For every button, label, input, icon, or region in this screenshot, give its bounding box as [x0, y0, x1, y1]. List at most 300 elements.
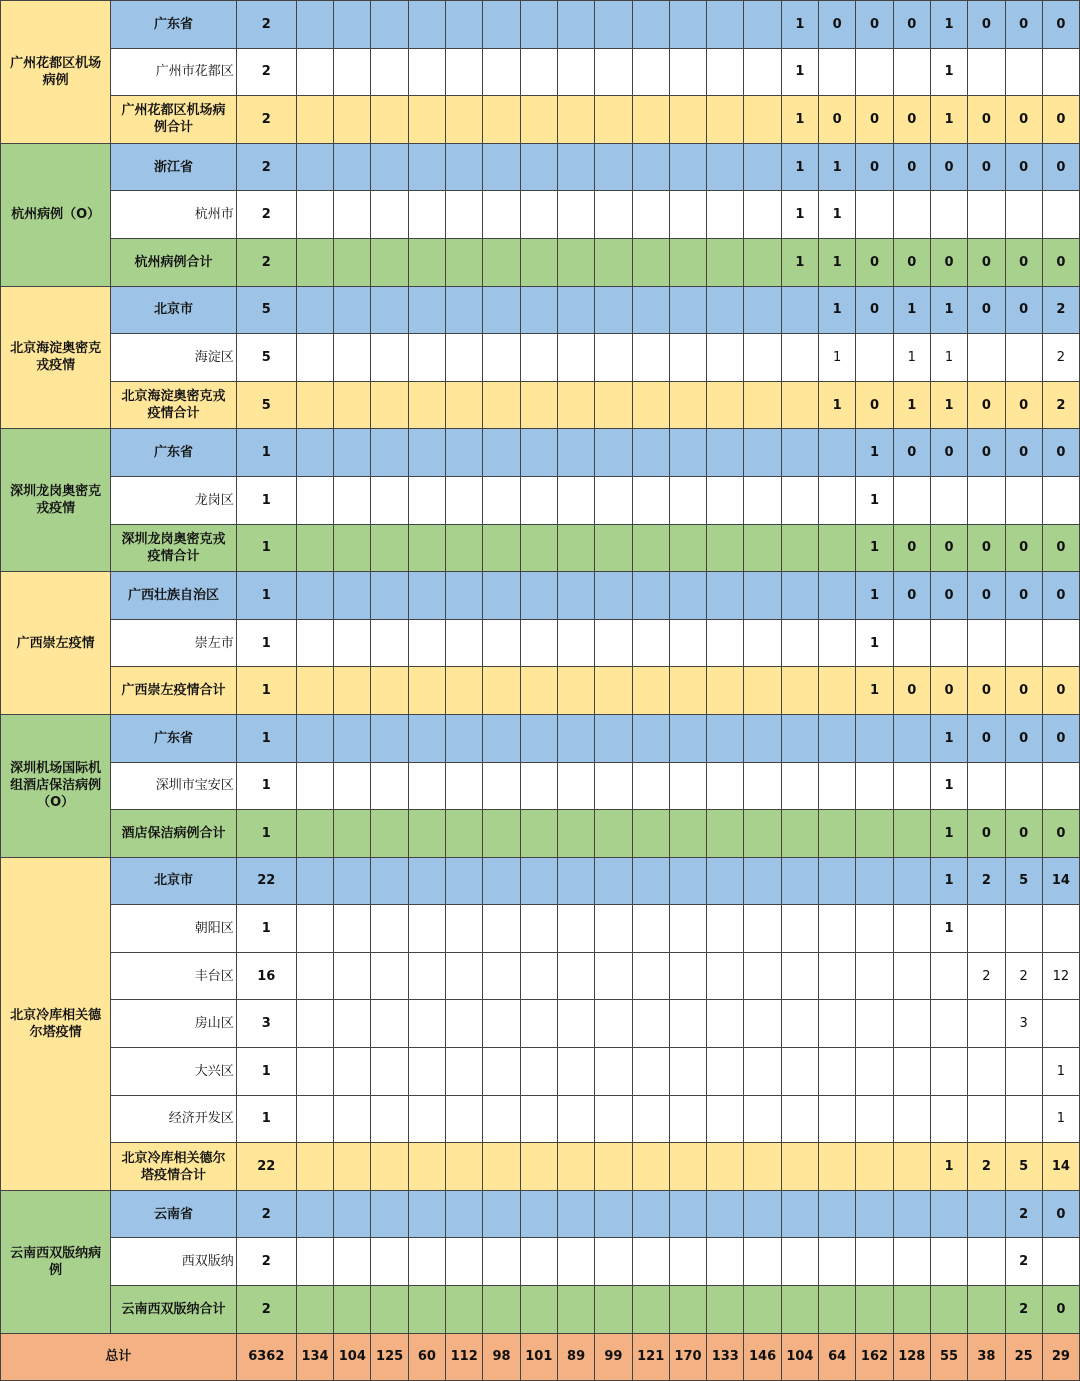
data-cell — [819, 572, 856, 620]
data-cell: 1 — [856, 524, 893, 572]
data-cell — [595, 191, 632, 239]
data-cell — [595, 48, 632, 96]
data-cell: 1 — [930, 96, 967, 144]
data-cell: 1 — [930, 810, 967, 858]
table-row — [1, 1286, 1080, 1334]
data-cell — [819, 714, 856, 762]
data-cell — [707, 334, 744, 382]
data-cell — [1005, 619, 1042, 667]
data-cell — [856, 857, 893, 905]
data-cell — [371, 810, 408, 858]
data-cell: 0 — [893, 429, 930, 477]
data-cell — [781, 334, 818, 382]
province-label: 广西壮族自治区 — [111, 572, 236, 620]
row-total: 1 — [236, 810, 296, 858]
data-cell — [744, 524, 781, 572]
data-cell — [632, 48, 669, 96]
data-cell: 0 — [968, 238, 1005, 286]
data-cell: 0 — [856, 1, 893, 49]
data-cell — [557, 667, 594, 715]
data-cell: 0 — [968, 96, 1005, 144]
data-cell — [296, 334, 333, 382]
data-cell — [371, 1095, 408, 1143]
group-label: 广西崇左疫情 — [1, 572, 111, 715]
row-total: 2 — [236, 1286, 296, 1334]
data-cell — [707, 1238, 744, 1286]
data-cell — [669, 619, 706, 667]
data-cell — [1042, 905, 1079, 953]
data-cell — [669, 1238, 706, 1286]
data-cell: 1 — [819, 191, 856, 239]
region-label: 西双版纳 — [111, 1238, 236, 1286]
data-cell — [296, 952, 333, 1000]
data-cell — [632, 714, 669, 762]
data-cell: 0 — [819, 1, 856, 49]
data-cell — [632, 381, 669, 429]
data-cell — [595, 429, 632, 477]
data-cell — [483, 667, 520, 715]
data-cell — [483, 952, 520, 1000]
data-cell — [632, 1000, 669, 1048]
data-cell — [632, 619, 669, 667]
data-cell — [744, 857, 781, 905]
data-cell — [1042, 476, 1079, 524]
data-cell — [334, 905, 371, 953]
data-cell — [1042, 1238, 1079, 1286]
data-cell — [371, 1143, 408, 1191]
data-cell — [856, 714, 893, 762]
data-cell — [669, 1143, 706, 1191]
data-cell — [819, 619, 856, 667]
data-cell — [520, 191, 557, 239]
row-total: 1 — [236, 1048, 296, 1096]
group-label: 深圳机场国际机组酒店保洁病例（O） — [1, 714, 111, 857]
data-cell — [595, 714, 632, 762]
data-cell — [296, 96, 333, 144]
data-cell — [819, 762, 856, 810]
data-cell — [520, 381, 557, 429]
data-cell — [669, 857, 706, 905]
data-cell — [595, 1095, 632, 1143]
data-cell — [296, 905, 333, 953]
data-cell — [744, 1, 781, 49]
data-cell: 0 — [856, 143, 893, 191]
data-cell — [968, 619, 1005, 667]
data-cell — [483, 1095, 520, 1143]
data-cell — [557, 1238, 594, 1286]
data-cell — [296, 810, 333, 858]
data-cell — [483, 1286, 520, 1334]
data-cell: 1 — [930, 1143, 967, 1191]
data-cell — [669, 667, 706, 715]
data-cell — [520, 905, 557, 953]
data-cell: 2 — [1005, 952, 1042, 1000]
data-cell — [334, 810, 371, 858]
data-cell — [557, 905, 594, 953]
data-cell — [334, 1286, 371, 1334]
data-cell — [557, 238, 594, 286]
data-cell — [1042, 191, 1079, 239]
row-total: 1 — [236, 667, 296, 715]
data-cell: 1 — [781, 96, 818, 144]
data-cell — [856, 1190, 893, 1238]
data-cell — [483, 286, 520, 334]
data-cell — [856, 334, 893, 382]
data-cell — [669, 476, 706, 524]
data-cell — [334, 762, 371, 810]
data-cell — [595, 1190, 632, 1238]
data-cell — [557, 1143, 594, 1191]
data-cell — [707, 1095, 744, 1143]
table-row — [1, 952, 1080, 1000]
data-cell — [744, 619, 781, 667]
data-cell — [334, 48, 371, 96]
total-cell: 121 — [632, 1333, 669, 1381]
data-cell: 1 — [893, 286, 930, 334]
data-cell — [930, 1095, 967, 1143]
data-cell — [930, 1238, 967, 1286]
data-cell — [408, 381, 445, 429]
data-cell — [334, 429, 371, 477]
data-cell: 14 — [1042, 1143, 1079, 1191]
total-cell: 133 — [707, 1333, 744, 1381]
data-cell — [520, 1143, 557, 1191]
data-cell — [371, 334, 408, 382]
data-cell: 0 — [968, 524, 1005, 572]
data-cell — [893, 476, 930, 524]
data-cell — [334, 381, 371, 429]
data-cell — [893, 714, 930, 762]
table-row — [1, 476, 1080, 524]
table-row — [1, 143, 1080, 191]
data-cell — [371, 952, 408, 1000]
data-cell — [334, 1143, 371, 1191]
data-cell: 0 — [930, 572, 967, 620]
data-cell: 0 — [968, 143, 1005, 191]
data-cell — [296, 1190, 333, 1238]
data-cell — [744, 286, 781, 334]
data-cell — [557, 1, 594, 49]
data-cell: 0 — [1005, 238, 1042, 286]
data-cell — [968, 191, 1005, 239]
table-row — [1, 1095, 1080, 1143]
data-cell — [446, 524, 483, 572]
data-cell — [371, 905, 408, 953]
data-cell — [483, 1238, 520, 1286]
table-row — [1, 48, 1080, 96]
data-cell — [371, 667, 408, 715]
row-total: 3 — [236, 1000, 296, 1048]
data-cell: 0 — [1005, 286, 1042, 334]
data-cell: 0 — [856, 238, 893, 286]
data-cell — [446, 143, 483, 191]
data-cell — [632, 1048, 669, 1096]
data-cell — [557, 857, 594, 905]
data-cell — [632, 96, 669, 144]
data-cell — [371, 1238, 408, 1286]
data-cell — [595, 572, 632, 620]
data-cell: 0 — [893, 143, 930, 191]
table-row — [1, 238, 1080, 286]
data-cell: 0 — [1042, 524, 1079, 572]
grand-total-label: 总计 — [1, 1333, 237, 1381]
data-cell — [707, 619, 744, 667]
data-cell — [520, 714, 557, 762]
province-label: 广东省 — [111, 1, 236, 49]
data-cell — [371, 96, 408, 144]
data-cell — [446, 572, 483, 620]
data-cell — [446, 762, 483, 810]
data-cell — [520, 1238, 557, 1286]
table-row — [1, 524, 1080, 572]
data-cell: 1 — [930, 905, 967, 953]
data-cell — [781, 1190, 818, 1238]
data-cell — [557, 572, 594, 620]
data-cell: 1 — [930, 1, 967, 49]
data-cell — [408, 429, 445, 477]
data-cell — [334, 667, 371, 715]
data-cell: 1 — [930, 334, 967, 382]
data-cell — [296, 762, 333, 810]
data-cell — [334, 857, 371, 905]
data-cell — [893, 857, 930, 905]
data-cell — [334, 334, 371, 382]
data-cell — [707, 381, 744, 429]
data-cell — [371, 429, 408, 477]
data-cell — [669, 429, 706, 477]
data-cell — [707, 1000, 744, 1048]
data-cell — [483, 1, 520, 49]
data-cell — [744, 143, 781, 191]
data-cell — [893, 1095, 930, 1143]
data-cell — [334, 1095, 371, 1143]
data-cell: 0 — [893, 1, 930, 49]
data-cell — [707, 952, 744, 1000]
data-cell — [893, 952, 930, 1000]
data-cell — [669, 96, 706, 144]
data-cell — [557, 619, 594, 667]
data-cell — [744, 572, 781, 620]
data-cell — [856, 1048, 893, 1096]
data-cell — [893, 48, 930, 96]
data-cell — [819, 476, 856, 524]
table-row — [1, 619, 1080, 667]
data-cell — [781, 1095, 818, 1143]
data-cell: 0 — [930, 524, 967, 572]
data-cell — [707, 1143, 744, 1191]
row-total: 5 — [236, 334, 296, 382]
data-cell — [296, 1048, 333, 1096]
data-cell — [707, 191, 744, 239]
data-cell — [707, 905, 744, 953]
data-cell — [819, 810, 856, 858]
data-cell — [632, 810, 669, 858]
data-cell — [408, 191, 445, 239]
total-cell: 38 — [968, 1333, 1005, 1381]
data-cell — [408, 1048, 445, 1096]
data-cell — [446, 381, 483, 429]
data-cell: 0 — [893, 524, 930, 572]
data-cell: 2 — [968, 1143, 1005, 1191]
data-cell — [632, 238, 669, 286]
data-cell — [1042, 1000, 1079, 1048]
data-cell: 0 — [893, 238, 930, 286]
data-cell — [893, 905, 930, 953]
total-cell: 104 — [781, 1333, 818, 1381]
data-cell — [520, 429, 557, 477]
data-cell — [669, 381, 706, 429]
data-cell — [632, 334, 669, 382]
data-cell — [520, 572, 557, 620]
subtotal-label: 北京海淀奥密克戎疫情合计 — [111, 381, 236, 429]
data-cell: 1 — [856, 619, 893, 667]
data-cell: 0 — [1042, 572, 1079, 620]
data-cell — [707, 143, 744, 191]
data-cell: 0 — [856, 286, 893, 334]
data-cell — [446, 905, 483, 953]
data-cell — [446, 810, 483, 858]
data-cell: 0 — [1042, 667, 1079, 715]
data-cell — [371, 191, 408, 239]
data-cell — [483, 905, 520, 953]
data-cell — [483, 476, 520, 524]
data-cell — [632, 286, 669, 334]
data-cell — [1005, 1048, 1042, 1096]
data-cell — [707, 667, 744, 715]
data-cell — [744, 191, 781, 239]
data-cell — [446, 238, 483, 286]
row-total: 5 — [236, 286, 296, 334]
data-cell — [296, 524, 333, 572]
data-cell: 1 — [819, 286, 856, 334]
data-cell — [707, 857, 744, 905]
data-cell — [707, 762, 744, 810]
data-cell — [707, 238, 744, 286]
data-cell: 2 — [1005, 1238, 1042, 1286]
data-cell — [781, 286, 818, 334]
data-cell — [408, 334, 445, 382]
data-cell — [296, 286, 333, 334]
data-cell: 0 — [968, 572, 1005, 620]
data-cell — [744, 810, 781, 858]
data-cell: 1 — [930, 714, 967, 762]
data-cell — [520, 810, 557, 858]
data-cell — [408, 762, 445, 810]
data-cell — [781, 810, 818, 858]
data-cell — [446, 476, 483, 524]
data-cell — [483, 619, 520, 667]
data-cell — [595, 476, 632, 524]
data-cell — [707, 286, 744, 334]
data-cell — [483, 48, 520, 96]
data-cell — [930, 952, 967, 1000]
region-label: 房山区 — [111, 1000, 236, 1048]
data-cell — [408, 286, 445, 334]
row-total: 22 — [236, 1143, 296, 1191]
total-cell: 134 — [296, 1333, 333, 1381]
data-cell — [930, 1048, 967, 1096]
group-label: 广州花都区机场病例 — [1, 1, 111, 144]
data-cell — [334, 1048, 371, 1096]
data-cell — [1005, 1095, 1042, 1143]
data-cell — [446, 429, 483, 477]
data-cell — [296, 191, 333, 239]
data-cell: 0 — [1042, 143, 1079, 191]
data-cell — [632, 857, 669, 905]
total-cell: 125 — [371, 1333, 408, 1381]
data-cell: 0 — [968, 810, 1005, 858]
data-cell — [371, 857, 408, 905]
region-label: 崇左市 — [111, 619, 236, 667]
data-cell — [483, 191, 520, 239]
grand-total-row — [1, 1333, 1080, 1381]
row-total: 5 — [236, 381, 296, 429]
data-cell — [557, 810, 594, 858]
data-cell: 0 — [1042, 429, 1079, 477]
data-cell — [595, 667, 632, 715]
table-row — [1, 1, 1080, 49]
data-cell — [968, 48, 1005, 96]
data-cell — [744, 96, 781, 144]
data-cell — [632, 143, 669, 191]
data-cell — [669, 286, 706, 334]
data-cell — [1042, 762, 1079, 810]
data-cell — [632, 1286, 669, 1334]
data-cell — [781, 952, 818, 1000]
data-cell — [744, 952, 781, 1000]
data-cell — [893, 191, 930, 239]
data-cell — [483, 381, 520, 429]
data-cell — [520, 96, 557, 144]
data-cell: 0 — [856, 96, 893, 144]
data-cell: 1 — [856, 572, 893, 620]
data-cell — [557, 1190, 594, 1238]
data-cell — [744, 762, 781, 810]
data-cell: 0 — [968, 667, 1005, 715]
data-cell — [968, 1048, 1005, 1096]
table-row — [1, 1000, 1080, 1048]
data-cell — [595, 952, 632, 1000]
data-cell — [707, 476, 744, 524]
data-cell — [893, 1286, 930, 1334]
data-cell — [856, 1238, 893, 1286]
data-cell — [296, 48, 333, 96]
data-cell: 5 — [1005, 1143, 1042, 1191]
data-cell — [744, 1000, 781, 1048]
data-cell — [520, 48, 557, 96]
data-cell — [1005, 762, 1042, 810]
data-cell — [446, 714, 483, 762]
data-cell — [819, 1238, 856, 1286]
data-cell — [334, 619, 371, 667]
data-cell — [334, 143, 371, 191]
data-cell — [408, 667, 445, 715]
data-cell — [557, 952, 594, 1000]
data-cell: 0 — [1005, 667, 1042, 715]
data-cell — [334, 952, 371, 1000]
data-cell — [893, 810, 930, 858]
data-cell: 1 — [893, 334, 930, 382]
data-cell — [632, 905, 669, 953]
row-total: 22 — [236, 857, 296, 905]
data-cell: 2 — [1042, 334, 1079, 382]
data-cell: 0 — [968, 381, 1005, 429]
data-cell — [669, 48, 706, 96]
data-cell — [296, 476, 333, 524]
data-cell — [707, 1, 744, 49]
data-cell — [408, 1190, 445, 1238]
total-cell: 146 — [744, 1333, 781, 1381]
